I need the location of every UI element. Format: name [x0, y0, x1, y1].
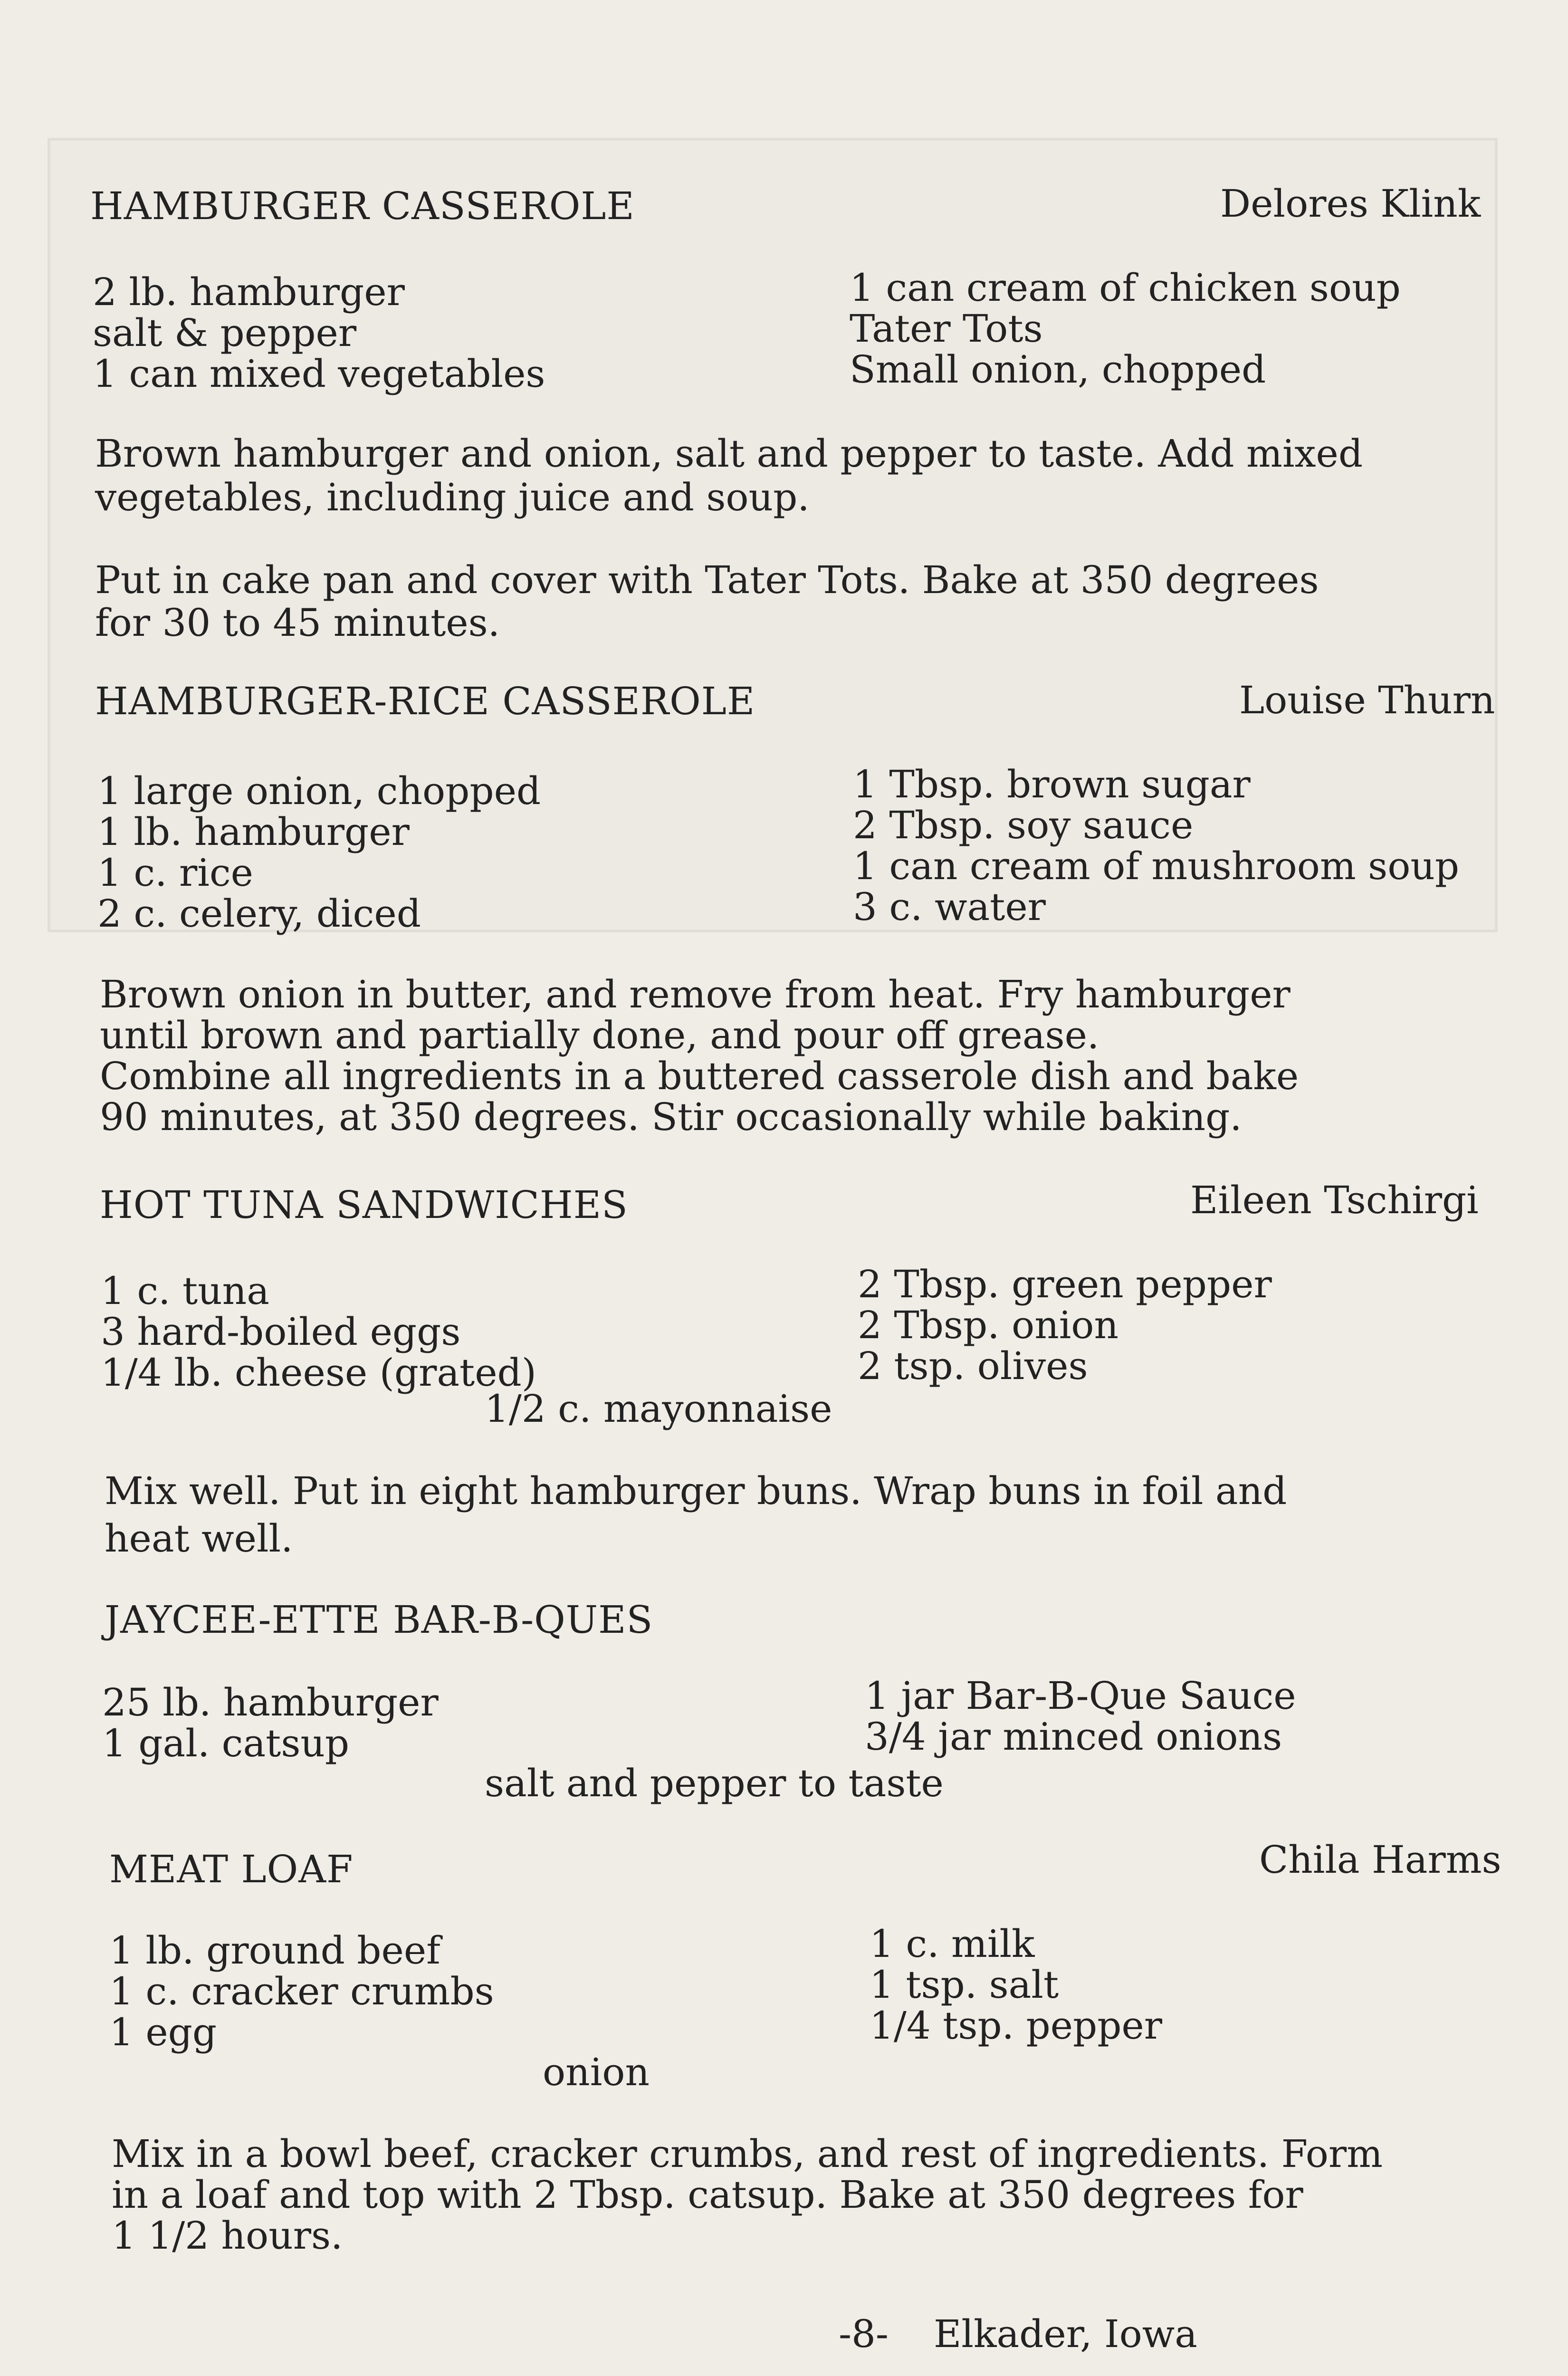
ingredient-left: 1 large onion, chopped	[97, 769, 541, 813]
ingredient-right: 2 Tbsp. soy sauce	[853, 803, 1194, 847]
instruction-line: Mix in a bowl beef, cracker crumbs, and rest of ingredients. Form	[112, 2132, 1383, 2176]
ingredient-right: 1/4 tsp. pepper	[870, 2003, 1163, 2048]
ingredient-right: 1 jar Bar-B-Que Sauce	[865, 1674, 1296, 1718]
instruction-line: heat well.	[105, 1516, 293, 1561]
ingredient-left: 25 lb. hamburger	[102, 1680, 439, 1725]
recipe-author: Delores Klink	[1220, 182, 1481, 226]
ingredient-right: Small onion, chopped	[850, 347, 1266, 392]
instruction-line: Put in cake pan and cover with Tater Tots. Bake at 350 degrees	[95, 558, 1319, 602]
ingredient-left: 3 hard-boiled eggs	[101, 1310, 461, 1354]
page-number: -8-	[839, 2312, 889, 2356]
ingredient-left: salt & pepper	[93, 311, 357, 355]
ingredient-right: 2 Tbsp. onion	[858, 1303, 1119, 1347]
ingredient-left: 1/4 lb. cheese (grated)	[101, 1351, 536, 1395]
ingredient-right: 1 Tbsp. brown sugar	[853, 762, 1251, 806]
ingredient-center: 1/2 c. mayonnaise	[485, 1387, 832, 1431]
ingredient-left: 1 gal. catsup	[102, 1721, 350, 1765]
instruction-line: for 30 to 45 minutes.	[95, 601, 500, 645]
ingredient-right: 1 can cream of mushroom soup	[853, 844, 1460, 888]
ingredient-left: 1 c. cracker crumbs	[109, 1969, 494, 2013]
instruction-line: Mix well. Put in eight hamburger buns. Wrap buns in foil and	[105, 1469, 1287, 1513]
instruction-line: in a loaf and top with 2 Tbsp. catsup. Bake at 350 degrees for	[112, 2173, 1303, 2217]
recipe-title: HAMBURGER CASSEROLE	[90, 184, 635, 228]
recipe-title: JAYCEE-ETTE BAR-B-QUES	[105, 1598, 653, 1642]
ingredient-center: onion	[543, 2050, 650, 2094]
recipe-author: Eileen Tschirgi	[1190, 1178, 1479, 1222]
ingredient-left: 1 egg	[109, 2010, 217, 2054]
ingredient-right: 3 c. water	[853, 885, 1046, 929]
footer-location: Elkader, Iowa	[934, 2312, 1197, 2356]
ingredient-left: 2 c. celery, diced	[97, 891, 421, 936]
instruction-line: until brown and partially done, and pour off grease.	[100, 1013, 1100, 1057]
ingredient-right: 3/4 jar minced onions	[865, 1715, 1282, 1759]
recipe-title: MEAT LOAF	[109, 1847, 354, 1891]
ingredient-right: Tater Tots	[850, 307, 1043, 351]
ingredient-left: 2 lb. hamburger	[93, 270, 405, 314]
ingredient-center: salt and pepper to taste	[485, 1761, 944, 1805]
recipe-title: HOT TUNA SANDWICHES	[100, 1183, 628, 1227]
ingredient-left: 1 lb. ground beef	[109, 1928, 440, 1973]
instruction-line: 1 1/2 hours.	[112, 2213, 343, 2258]
instruction-line: vegetables, including juice and soup.	[95, 475, 810, 519]
recipe-title: HAMBURGER-RICE CASSEROLE	[95, 679, 755, 723]
instruction-line: Brown hamburger and onion, salt and pepper to taste. Add mixed	[95, 431, 1363, 476]
instruction-line: Brown onion in butter, and remove from heat. Fry hamburger	[100, 972, 1291, 1016]
instruction-line: 90 minutes, at 350 degrees. Stir occasionally while baking.	[100, 1095, 1242, 1139]
ingredient-left: 1 c. tuna	[101, 1269, 269, 1313]
ingredient-left: 1 lb. hamburger	[97, 810, 410, 854]
ingredient-right: 2 tsp. olives	[858, 1344, 1088, 1388]
ingredient-right: 1 can cream of chicken soup	[850, 266, 1401, 310]
ingredient-left: 1 can mixed vegetables	[93, 352, 545, 396]
recipe-author: Louise Thurn	[1239, 678, 1495, 722]
recipe-author: Chila Harms	[1259, 1838, 1501, 1882]
ingredient-right: 1 tsp. salt	[870, 1963, 1059, 2007]
ingredient-right: 1 c. milk	[870, 1922, 1035, 1966]
instruction-line: Combine all ingredients in a buttered casserole dish and bake	[100, 1054, 1299, 1098]
ingredient-right: 2 Tbsp. green pepper	[858, 1262, 1272, 1306]
ingredient-left: 1 c. rice	[97, 851, 253, 895]
